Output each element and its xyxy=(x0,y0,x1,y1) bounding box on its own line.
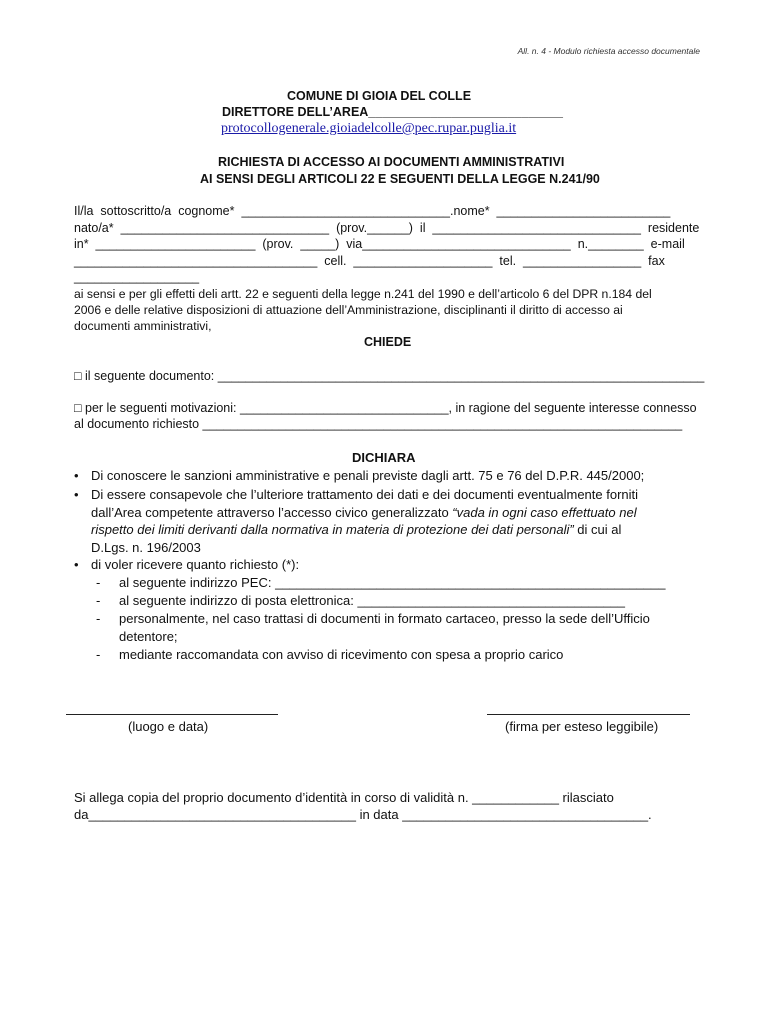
dichiara-heading: DICHIARA xyxy=(352,450,416,465)
delivery-option-registered-mail: mediante raccomandata con avviso di ricevimento con spesa a proprio carico xyxy=(119,647,564,662)
signature-label: (firma per esteso leggibile) xyxy=(505,719,659,734)
applicant-line-3: in* _______________________ (prov. _____) via______________________________ n.________ e-mail xyxy=(74,237,685,251)
chiede-heading: CHIEDE xyxy=(364,335,412,349)
declaration-2-line-1: Di essere consapevole che l’ulteriore trattamento dei dati e dei documenti eventualmente forniti xyxy=(91,487,639,502)
applicant-line-2: nato/a* ______________________________ (prov.______) il ______________________________ residente xyxy=(74,221,700,235)
form-title-line2: AI SENSI DEGLI ARTICOLI 22 E SEGUENTI DELLA LEGGE N.241/90 xyxy=(200,172,600,186)
dash-icon: - xyxy=(96,593,101,608)
signature-line xyxy=(487,714,690,715)
bullet-icon: • xyxy=(74,468,79,483)
attachment-line-2: da_____________________________________ in data __________________________________. xyxy=(74,807,652,822)
applicant-line-8: documenti amministrativi, xyxy=(74,319,212,333)
dash-icon: - xyxy=(96,647,101,662)
place-date-signature-line xyxy=(66,714,278,715)
applicant-line-6: ai sensi e per gli effetti deli artt. 22 e seguenti della legge n.241 del 1990 e dell’articolo 6 del DPR n.184 del xyxy=(74,287,652,301)
declaration-2-line-2: dall’Area competente attraverso l’accesso civico generalizzato “vada in ogni caso effettuato nel xyxy=(91,505,637,520)
applicant-line-4: ___________________________________ cell. ____________________ tel. _________________ fax xyxy=(74,254,665,268)
attachment-note: All. n. 4 - Modulo richiesta accesso documentale xyxy=(517,46,700,56)
place-date-label: (luogo e data) xyxy=(128,719,209,734)
declaration-2-line-4: D.Lgs. n. 196/2003 xyxy=(91,540,201,555)
request-motivation-line-2: al documento richiesto _____________________________________________________________________ xyxy=(74,417,683,431)
bullet-icon: • xyxy=(74,487,79,502)
attachment-line-1: Si allega copia del proprio documento d’identità in corso di validità n. ____________ rilasciato xyxy=(74,790,614,805)
dash-icon: - xyxy=(96,611,101,626)
municipality-name: COMUNE DI GIOIA DEL COLLE xyxy=(287,89,472,103)
request-motivation-line: □ per le seguenti motivazioni: ______________________________, in ragione del seguente interesse connesso xyxy=(74,401,697,415)
form-title-line1: RICHIESTA DI ACCESSO AI DOCUMENTI AMMINISTRATIVI xyxy=(218,155,565,169)
dash-icon: - xyxy=(96,575,101,590)
applicant-line-1: Il/la sottoscritto/a cognome* ______________________________.nome* _________________________ xyxy=(74,204,671,218)
declaration-1: Di conoscere le sanzioni amministrative e penali previste dagli artt. 75 e 76 del D.P.R. 445/2000; xyxy=(91,468,645,483)
delivery-option-in-person-line-2: detentore; xyxy=(119,629,178,644)
applicant-line-5: __________________ xyxy=(74,270,200,284)
delivery-option-in-person-line-1: personalmente, nel caso trattasi di documenti in formato cartaceo, presso la sede dell’Ufficio xyxy=(119,611,650,626)
applicant-line-7: 2006 e delle relative disposizioni di attuazione dell’Amministrazione, disciplinanti il diritto di accesso ai xyxy=(74,303,623,317)
director-line: DIRETTORE DELL’AREA____________________________ xyxy=(222,105,563,119)
request-document-line: □ il seguente documento: ______________________________________________________________________ xyxy=(74,369,705,383)
bullet-icon: • xyxy=(74,557,79,572)
declaration-3: di voler ricevere quanto richiesto (*): xyxy=(91,557,300,572)
pec-link[interactable]: protocollogenerale.gioiadelcolle@pec.rupar.puglia.it xyxy=(221,121,517,136)
declaration-2-line-3: rispetto dei limiti derivanti dalla normativa in materia di protezione dei dati personali” di cui al xyxy=(91,522,622,537)
delivery-option-pec: al seguente indirizzo PEC: ______________________________________________________ xyxy=(119,575,666,590)
delivery-option-email: al seguente indirizzo di posta elettronica: _____________________________________ xyxy=(119,593,625,608)
